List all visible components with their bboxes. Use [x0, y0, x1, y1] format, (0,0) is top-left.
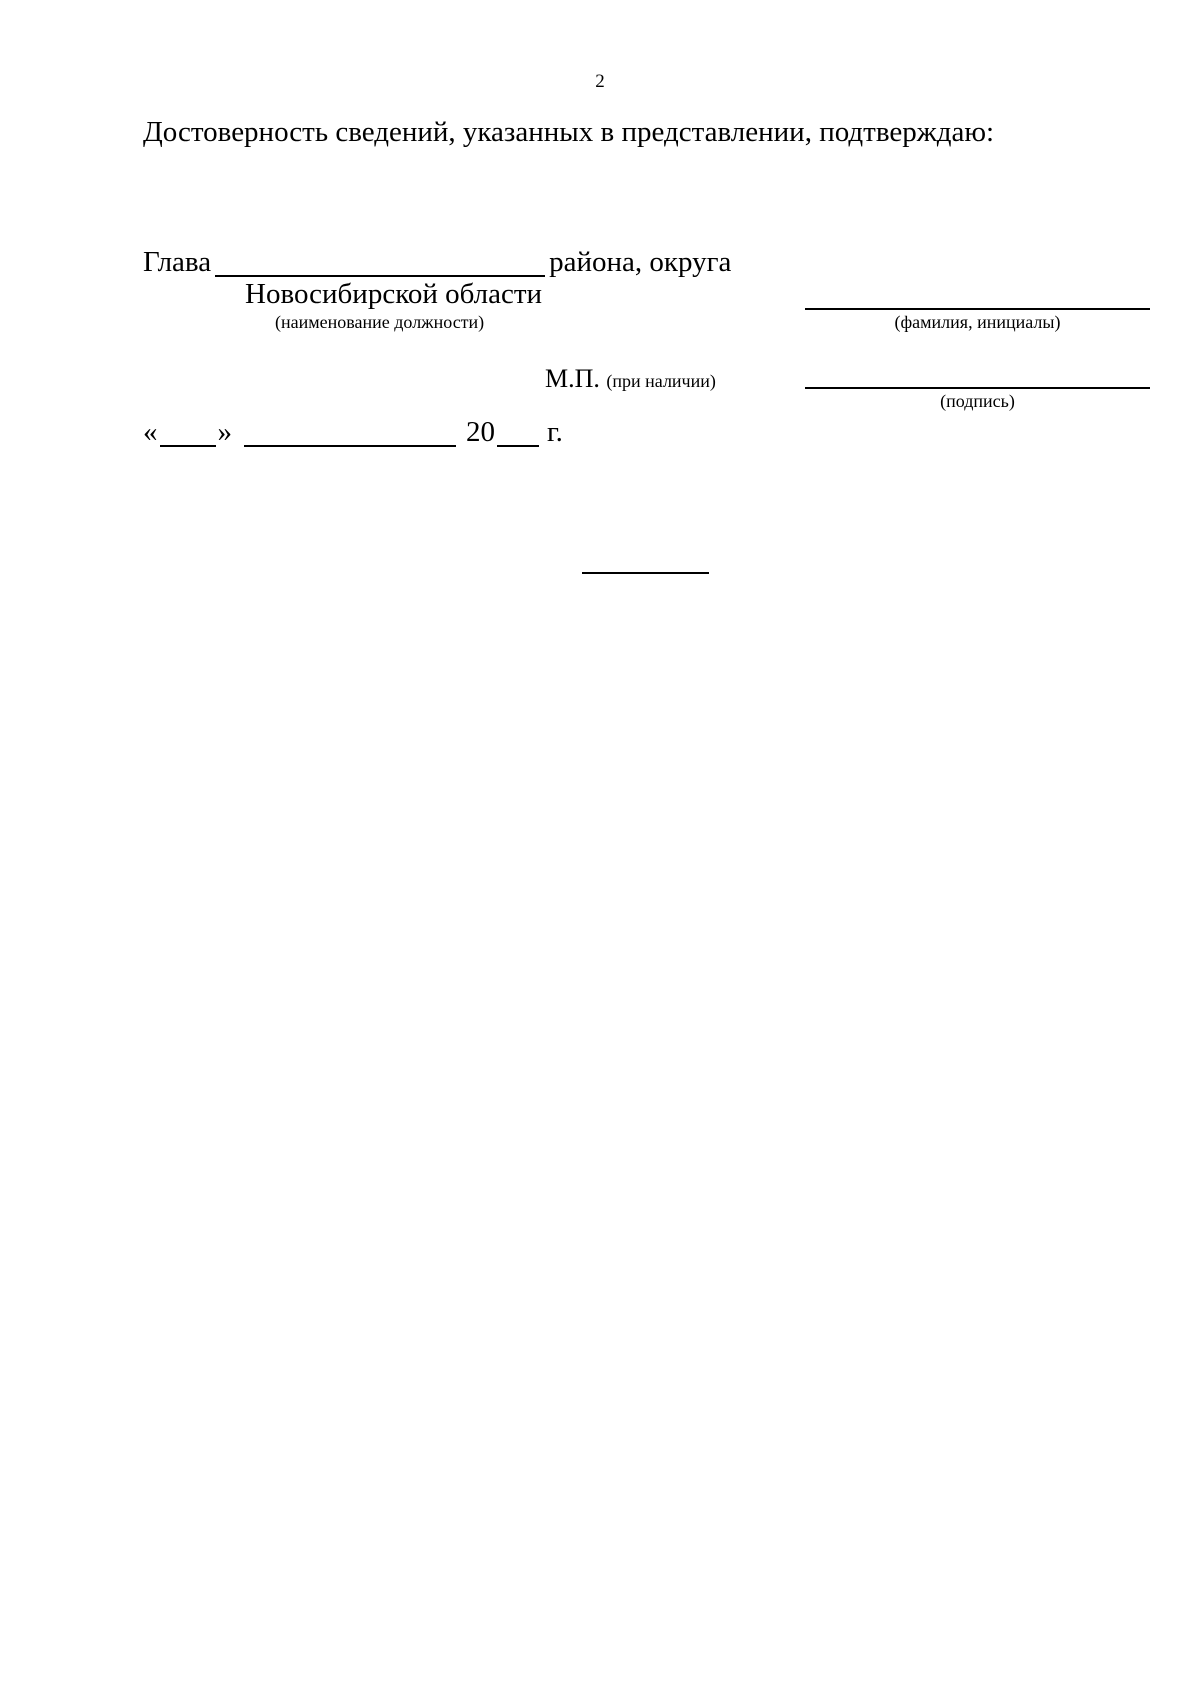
confirmation-statement: Достоверность сведений, указанных в представлении, подтверждаю: — [143, 116, 995, 148]
name-blank-line — [805, 308, 1150, 310]
region-text: Новосибирской области — [245, 278, 543, 310]
year-blank-line — [497, 421, 539, 447]
signature-blank-line — [805, 387, 1150, 389]
head-prefix: Глава — [143, 246, 212, 278]
seal-mark — [545, 366, 716, 392]
name-caption: (фамилия, инициалы) — [894, 312, 1061, 332]
head-suffix: района, округа — [549, 246, 732, 278]
date-open-quote: « — [143, 416, 158, 448]
seal-label: М.П. — [545, 364, 600, 393]
date-row — [143, 418, 563, 447]
page-number: 2 — [595, 71, 605, 92]
closing-separator-line — [582, 572, 709, 574]
seal-note: (при наличии) — [606, 371, 716, 391]
day-blank-line — [160, 421, 216, 447]
year-prefix: 20 — [466, 416, 495, 448]
head-position-row — [143, 248, 731, 277]
position-blank-line — [215, 249, 545, 277]
signature-caption: (подпись) — [940, 391, 1015, 411]
position-caption: (наименование должности) — [275, 312, 485, 332]
date-close-quote: » — [217, 416, 232, 448]
year-suffix: г. — [547, 416, 563, 448]
month-blank-line — [244, 421, 456, 447]
